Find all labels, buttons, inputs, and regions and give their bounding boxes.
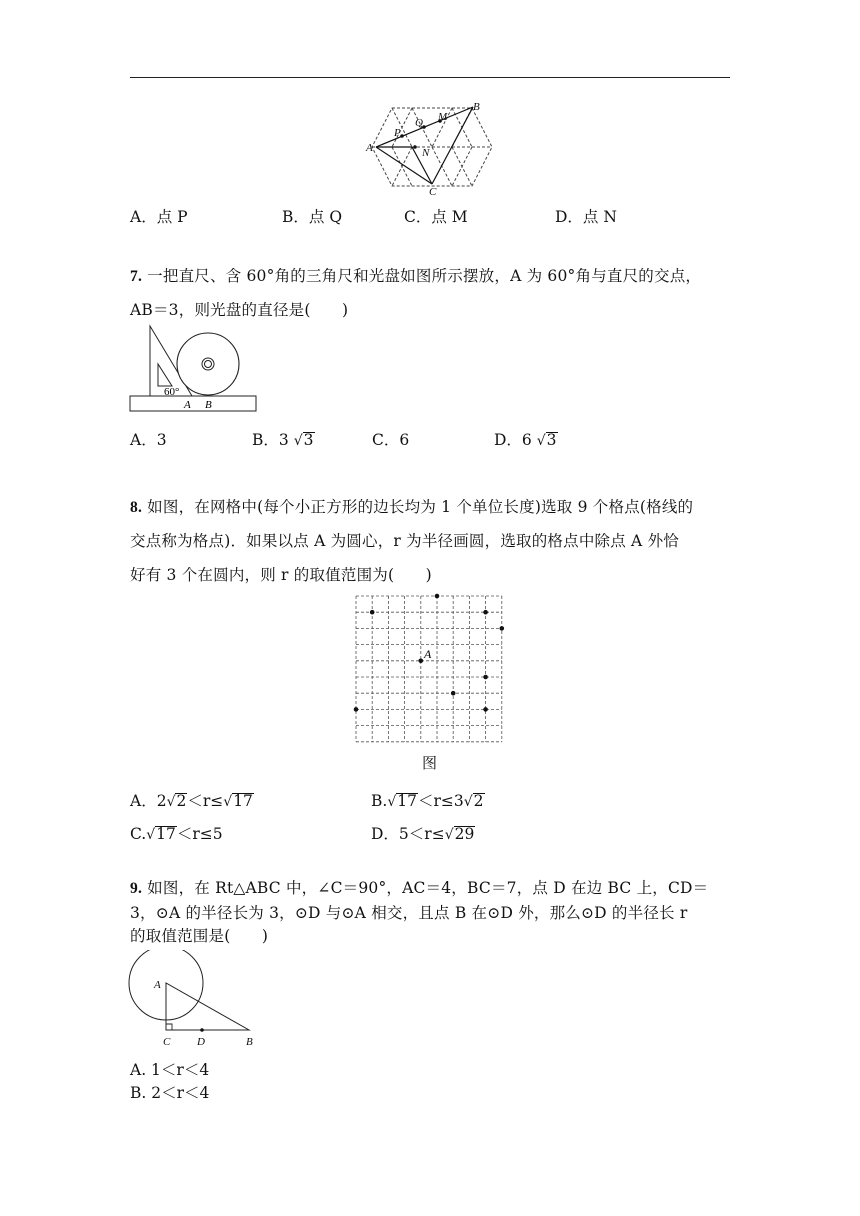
q7-option-b: B．3 √3 (252, 431, 314, 449)
q6-label-A: A (366, 142, 373, 154)
q9-text1: 如图，在 Rt△ABC 中，∠C＝90°，AC＝4，BC＝7，点 D 在边 BC 上，CD＝ (147, 879, 709, 897)
q9-option-a: A. 1＜r＜4 (130, 1061, 210, 1079)
q7-option-c: C．6 (372, 431, 410, 449)
q9-stem-line2: 3，⊙A 的半径长为 3，⊙D 与⊙A 相交，且点 B 在⊙D 外，那么⊙D 的半径长 r (130, 904, 688, 922)
q9-label-C: C (163, 1036, 171, 1048)
q6-option-d: D．点 N (555, 208, 617, 226)
grid-point (483, 675, 488, 680)
q6-option-b: B．点 Q (282, 208, 343, 226)
q8-number: 8. (130, 499, 143, 516)
grid-point (483, 707, 488, 712)
q8-grid-figure (350, 590, 510, 745)
q9-stem-line1 (130, 876, 708, 898)
q6-label-C: C (429, 186, 437, 196)
grid-point (451, 691, 456, 696)
q6-hexagon-figure (360, 98, 500, 196)
q9-number: 9. (130, 880, 143, 897)
grid-point (483, 610, 488, 615)
q7-angle-label: 60° (164, 386, 180, 398)
q7-text1: 一把直尺、含 60°角的三角尺和光盘如图所示摆放，A 为 60°角与直尺的交点， (147, 267, 702, 285)
q9-label-A: A (154, 979, 161, 991)
q8-option-c: C.√17＜r≤5 (130, 825, 223, 843)
q8-label-A: A (424, 647, 432, 661)
q8-figure-caption: 图 (422, 754, 438, 772)
q9-option-b: B. 2＜r＜4 (130, 1084, 210, 1102)
q6-label-M: M (438, 111, 448, 123)
q8-text1: 如图，在网格中(每个小正方形的边长均为 1 个单位长度)选取 9 个格点(格线的 (147, 498, 694, 516)
q7-stem-line2: AB＝3，则光盘的直径是( ) (130, 301, 349, 319)
grid-point (354, 707, 359, 712)
q6-point-P (400, 134, 404, 138)
q6-label-N: N (422, 147, 430, 159)
grid-point (435, 594, 440, 599)
q6-label-Q: Q (415, 117, 423, 129)
q6-option-c: C．点 M (404, 208, 468, 226)
q8-stem-line2: 交点称为格点)．如果以点 A 为圆心，r 为半径画圆，选取的格点中除点 A 外恰 (130, 532, 679, 550)
q6-option-a: A．点 P (130, 208, 188, 226)
q7-option-a: A．3 (130, 431, 167, 449)
grid-point (419, 659, 424, 664)
q8-stem-line3: 好有 3 个在圆内，则 r 的取值范围为( ) (130, 566, 432, 584)
q8-option-b: B.√17＜r≤3√2 (371, 792, 484, 810)
q7-option-d: D．6 √3 (494, 431, 557, 449)
q7-label-B: B (205, 399, 212, 411)
q9-stem-line3: 的取值范围是( ) (130, 927, 269, 945)
q6-point-N (413, 145, 417, 149)
grid-point (370, 610, 375, 615)
q9-triangle-circle-figure (125, 950, 265, 1050)
q7-number: 7. (130, 268, 143, 285)
q8-option-a: A．2√2＜r≤√17 (130, 792, 253, 810)
q7-label-A: A (184, 399, 191, 411)
q8-option-d: D．5＜r≤√29 (371, 825, 475, 843)
q9-label-D: D (197, 1036, 205, 1048)
q9-label-B: B (246, 1036, 253, 1048)
grid-point (500, 626, 505, 631)
q6-label-B: B (473, 101, 480, 113)
q6-label-P: P (394, 127, 401, 139)
header-rule (130, 77, 730, 78)
q7-stem-line1 (130, 264, 701, 286)
q7-ruler-triangle-disc-figure (128, 324, 260, 414)
q8-stem-line1 (130, 495, 693, 517)
